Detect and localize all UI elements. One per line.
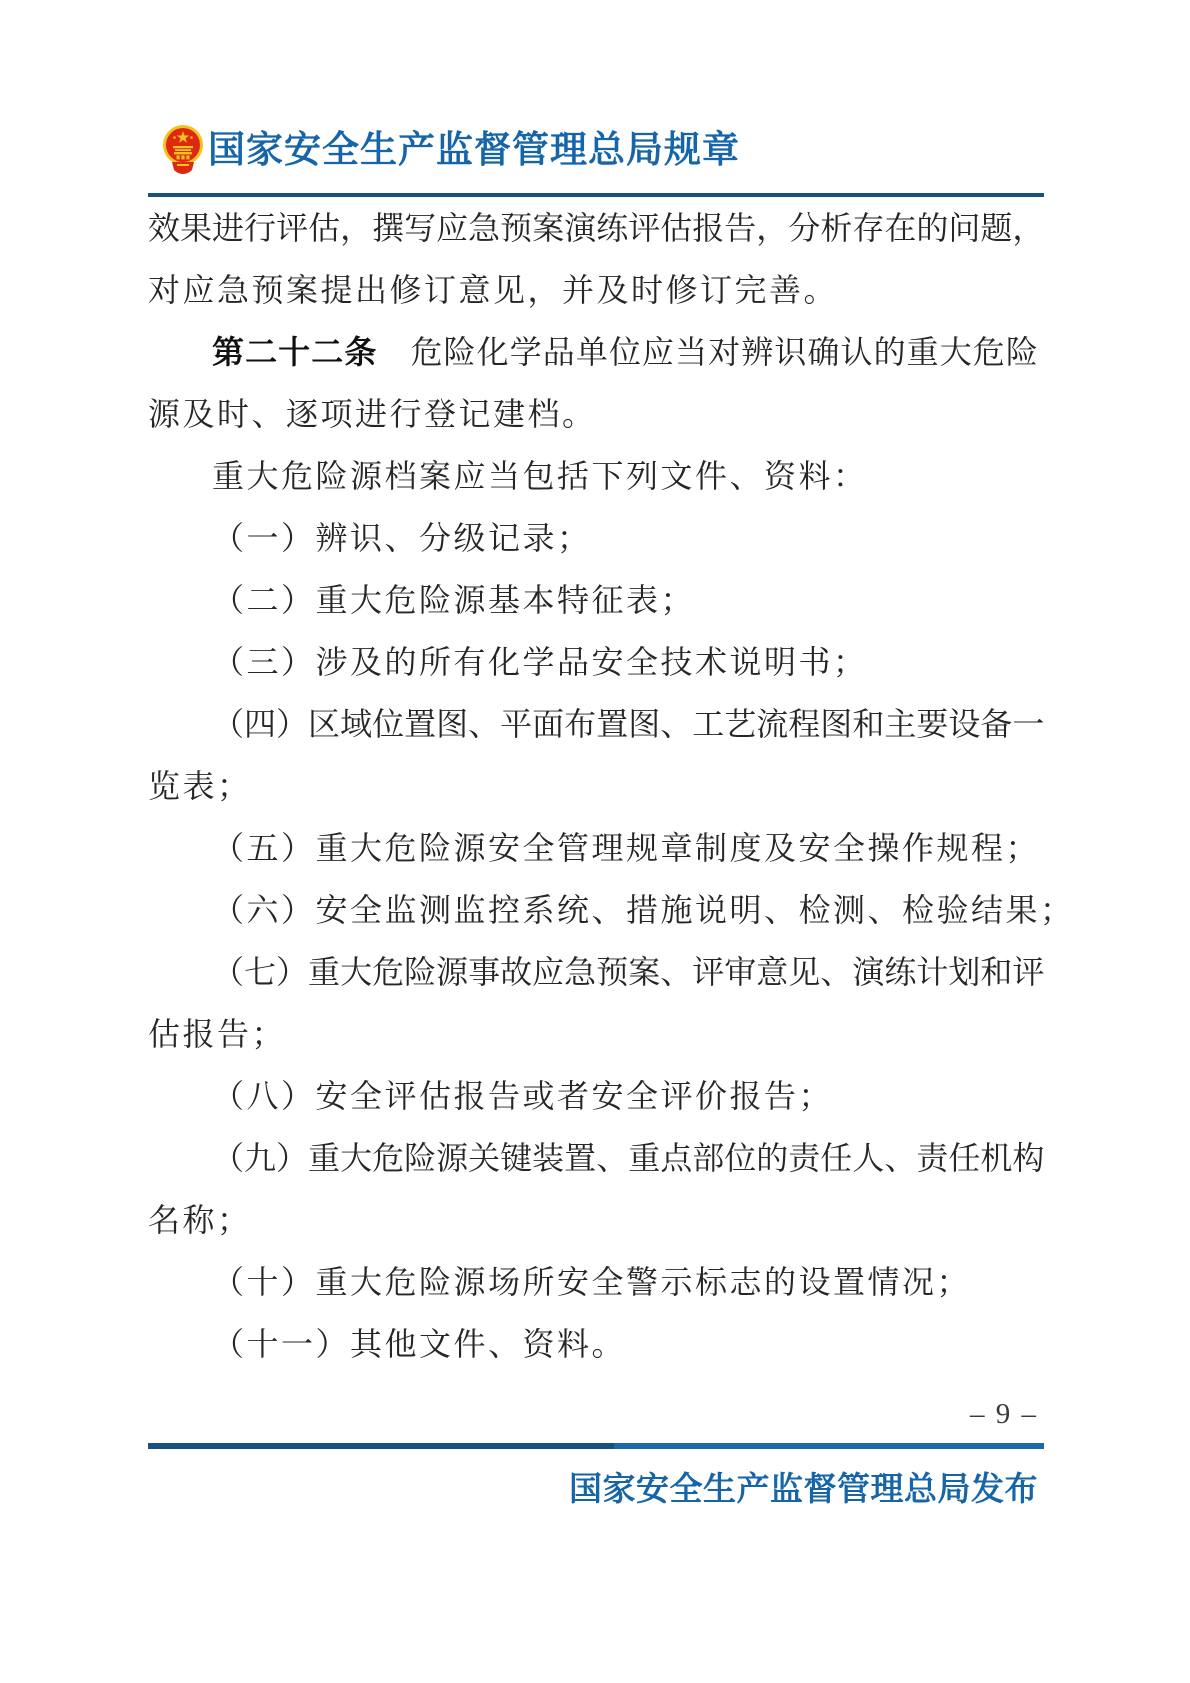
- body-line: （八）安全评估报告或者安全评价报告；: [212, 1078, 834, 1114]
- page-title: 国家安全生产监督管理总局规章: [208, 130, 740, 171]
- body-line: （ 七 ） 重 大 危 险 源 事 故 应 急 预 案 、 评 审 意 见 、 演 练 计 划 和 评: [212, 954, 1045, 990]
- body-line: （五）重大危险源安全管理规章制度及安全操作规程；: [212, 830, 1041, 866]
- body-line: （一）辨识、分级记录；: [212, 520, 592, 556]
- body-line: 重大危险源档案应当包括下列文件、资料：: [212, 458, 868, 494]
- body-line: 源及时、逐项进行登记建档。: [148, 396, 597, 432]
- footer-publisher: 国家安全生产监督管理总局发布: [569, 1472, 1038, 1508]
- body-line: 估报告；: [148, 1016, 287, 1052]
- body-line: （ 四 ） 区 域 位 置 图 、 平 面 布 置 图 、 工 艺 流 程 图 和 主 要 设 备 一: [212, 706, 1045, 742]
- body-line: 第 二 十 二 条 危 险 化 学 品 单 位 应 当 对 辨 识 确 认 的 重 大 危 险: [212, 334, 1038, 370]
- body-line: 名称；: [148, 1202, 252, 1238]
- body-line: （三）涉及的所有化学品安全技术说明书；: [212, 644, 868, 680]
- body-line: （十一）其他文件、资料。: [212, 1326, 627, 1362]
- body-line: 对应急预案提出修订意见，并及时修订完善。: [148, 272, 839, 308]
- footer-divider: [148, 1443, 1044, 1449]
- body-line: （十）重大危险源场所安全警示标志的设置情况；: [212, 1264, 972, 1300]
- body-line: （二）重大危险源基本特征表；: [212, 582, 696, 618]
- body-line: 览表；: [148, 768, 252, 804]
- body-line: （六）安全监测监控系统、措施说明、检测、检验结果；: [212, 892, 1075, 928]
- body-text: [148, 197, 1075, 1375]
- national-emblem-icon: [162, 124, 204, 178]
- body-line: 效 果 进 行 评 估 ， 撰 写 应 急 预 案 演 练 评 估 报 告 ， 分 析 存 在 的 问 题 ，: [148, 210, 1045, 246]
- page-number: – 9 –: [970, 1398, 1038, 1430]
- body-line: （ 九 ） 重 大 危 险 源 关 键 装 置 、 重 点 部 位 的 责 任 人 、 责 任 机 构: [212, 1140, 1045, 1176]
